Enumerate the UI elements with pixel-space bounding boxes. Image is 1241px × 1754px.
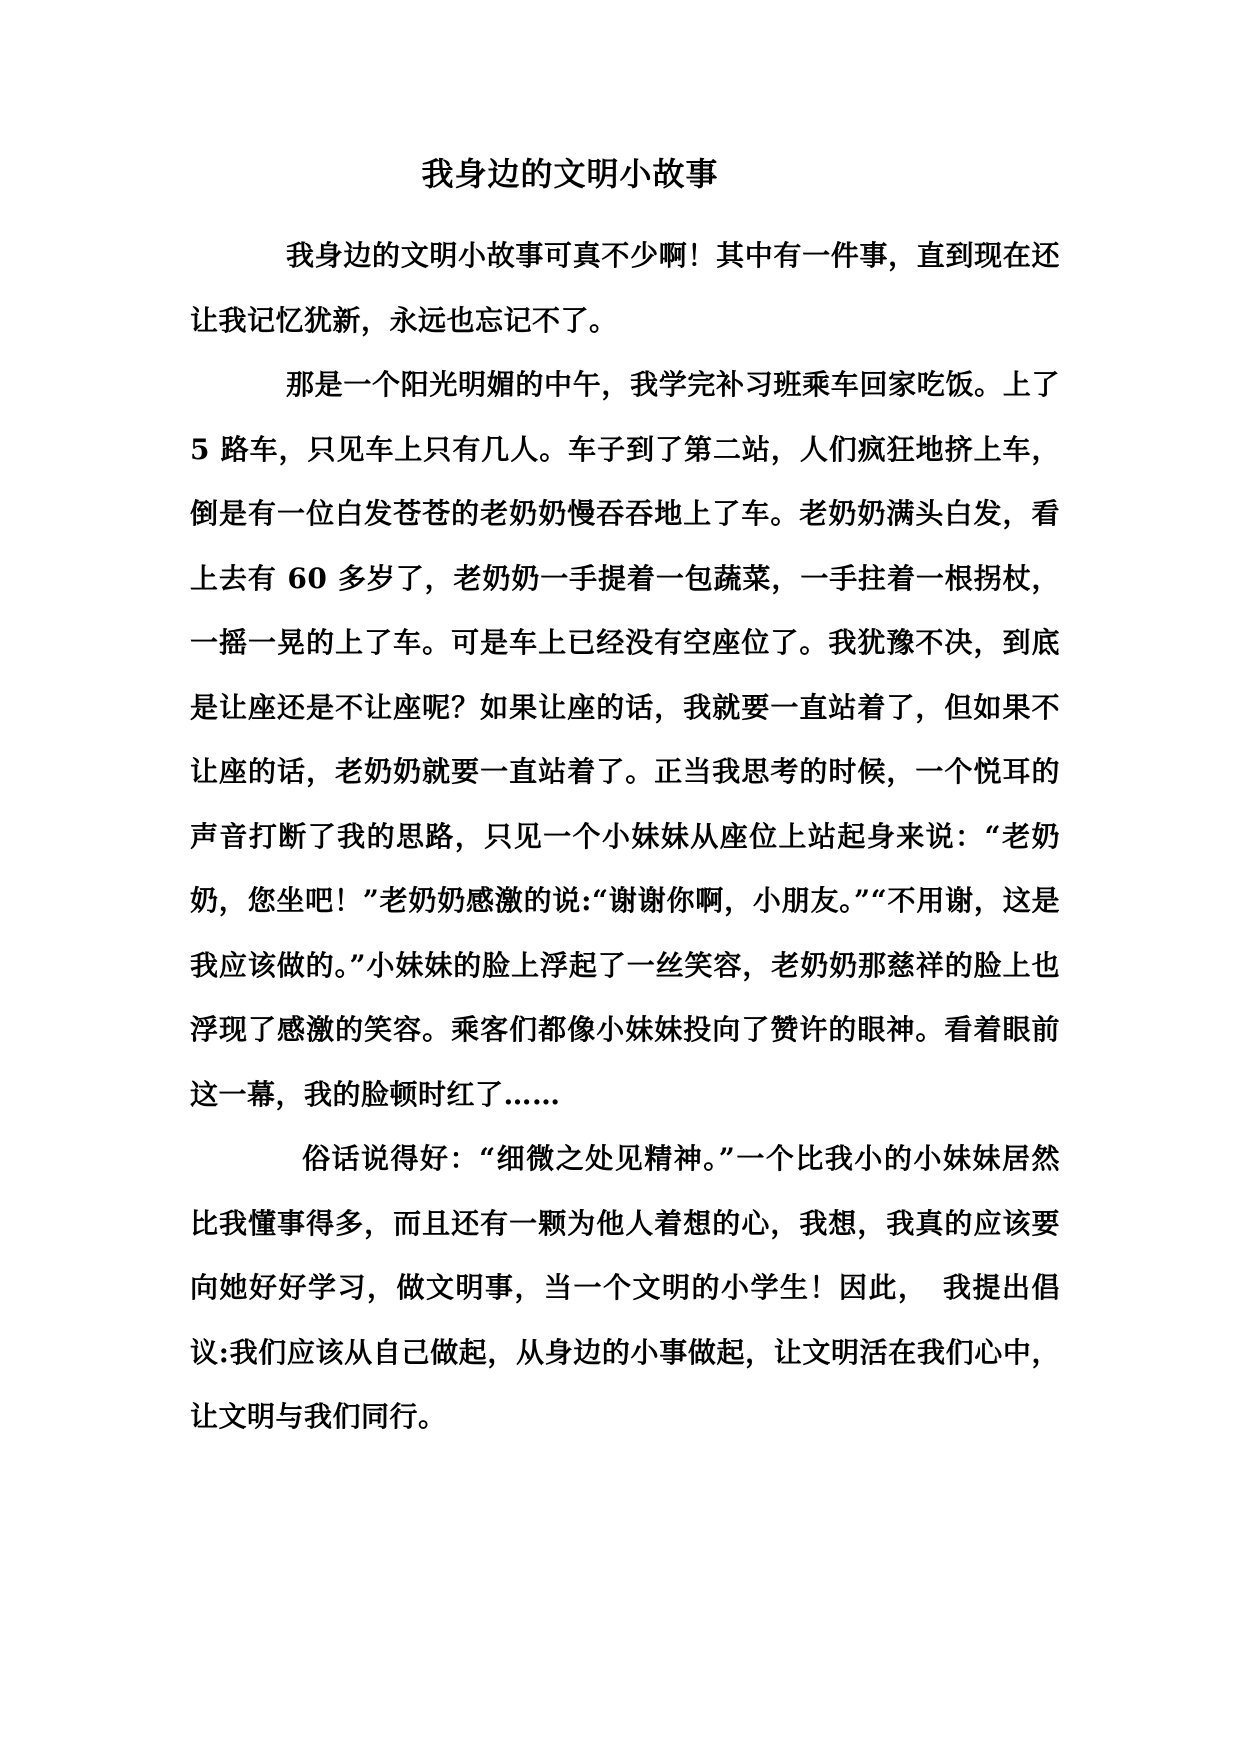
document-title: 我身边的文明小故事 [421,155,719,193]
document-body [190,224,1060,1450]
paragraph-intro: 我身边的文明小故事可真不少啊！其中有一件事，直到现在还让我记忆犹新，永远也忘记不了。 [190,239,1060,337]
paragraph-story: 那是一个阳光明媚的中午，我学完补习班乘车回家吃饭。上了 5 路车，只见车上只有几人。车子到了第二站，人们疯狂地挤上车，倒是有一位白发苍苍的老奶奶慢吞吞地上了车。老奶奶满头白发，看上去有 60 多岁了，老奶奶一手提着一包蔬菜，一手拄着一根拐杖，一摇一晃的上了车。可是车上已经没有空座位了。我犹豫不决，到底是让座还是不让座呢？如果让座的话，我就要一直站着了，但如果不让座的话，老奶奶就要一直站着了。正当我思考的时候，一个悦耳的声音打断了我的思路，只见一个小妹妹从座位上站起身来说：“老奶奶，您坐吧！”老奶奶感激的说:“谢谢你啊，小朋友。”“不用谢，这是我应该做的。”小妹妹的脸上浮起了一丝笑容，老奶奶那慈祥的脸上也浮现了感激的笑容。乘客们都像小妹妹投向了赞许的眼神。看着眼前这一幕，我的脸顿时红了…… [190,368,1060,1111]
paragraph-conclusion: 俗话说得好：“细微之处见精神。”一个比我小的小妹妹居然比我懂事得多，而且还有一颗为他人着想的心，我想，我真的应该要向她好好学习，做文明事，当一个文明的小学生！因此， 我提出倡议:我们应该从自己做起，从身边的小事做起，让文明活在我们心中，让文明与我们同行。 [190,1142,1060,1433]
